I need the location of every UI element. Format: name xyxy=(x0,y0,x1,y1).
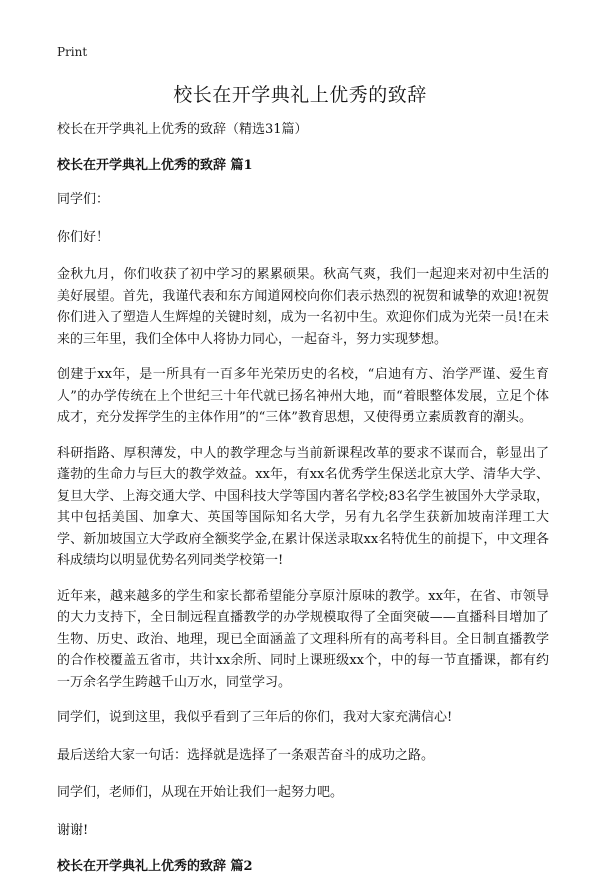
paragraph-welcome: 金秋九月，你们收获了初中学习的累累硕果。秋高气爽，我们一起迎来对初中生活的美好展望。首先，我谨代表和东方闻道网校向你们表示热烈的祝贺和诚挚的欢迎!祝贺你们进入了塑造人生辉煌的关键时刻，成为一名初中生。欢迎你们成为光荣一员!在未来的三年里，我们全体中人将协力同心，一起奋斗，努力实现梦想。 xyxy=(57,267,549,347)
print-link[interactable]: Print xyxy=(57,45,88,59)
paragraph-confidence: 同学们，说到这里，我似乎看到了三年后的你们，我对大家充满信心! xyxy=(57,710,453,725)
article-subtitle: 校长在开学典礼上优秀的致辞（精选31篇） xyxy=(57,122,308,137)
paragraph-hello: 你们好！ xyxy=(57,229,110,245)
paragraph-greeting: 同学们： xyxy=(57,192,110,207)
page-title: 校长在开学典礼上优秀的致辞 xyxy=(173,84,427,106)
paragraph-motto: 最后送给大家一句话：选择就是选择了一条艰苦奋斗的成功之路。 xyxy=(57,747,435,763)
paragraph-achievements: 科研指路、厚积薄发，中人的教学理念与当前新课程改革的要求不谋而合，彰显出了蓬勃的生命力与巨大的教学效益。xx年，有xx名优秀学生保送北京大学、清华大学、复旦大学、上海交通大学、中国科技大学等国内著名学校;83名学生被国外大学录取，其中包括美国、加拿大、英国等国际知名大学，另有九名学生获新加坡南洋理工大学、新加坡国立大学政府全额奖学金,在累计保送录取xx名特优生的前提下，中文理各科成绩均以明显优势名列同类学校第一! xyxy=(57,445,549,568)
paragraph-thanks: 谢谢! xyxy=(57,822,89,838)
section-heading-2: 校长在开学典礼上优秀的致辞 篇2 xyxy=(57,859,253,874)
paragraph-encourage: 同学们，老师们，从现在开始让我们一起努力吧。 xyxy=(57,785,344,800)
section-heading-1: 校长在开学典礼上优秀的致辞 篇1 xyxy=(57,158,253,173)
article-body xyxy=(57,120,549,890)
paragraph-history: 创建于xx年，是一所具有一百多年光荣历史的名校，“启迪有方、治学严谨、爱生育人”的办学传统在上个世纪三十年代就已扬名神州大地，而“着眼整体发展，立足个体成才，充分发挥学生的主体作用”的“三体”教育思想，又使得勇立素质教育的潮头。 xyxy=(57,367,549,425)
paragraph-remote-teaching: 近年来，越来越多的学生和家长都希望能分享原汁原味的教学。xx年，在省、市领导的大力支持下，全日制远程直播教学的办学规模取得了全面突破——直播科目增加了生物、历史、政治、地理，现已全面涵盖了文理科所有的高考科目。全日制直播教学的合作校覆盖五省市，共计xx余所、同时上课班级xx个，中的每一节直播课，都有约一万余名学生跨越千山万水，同堂学习。 xyxy=(57,588,549,690)
